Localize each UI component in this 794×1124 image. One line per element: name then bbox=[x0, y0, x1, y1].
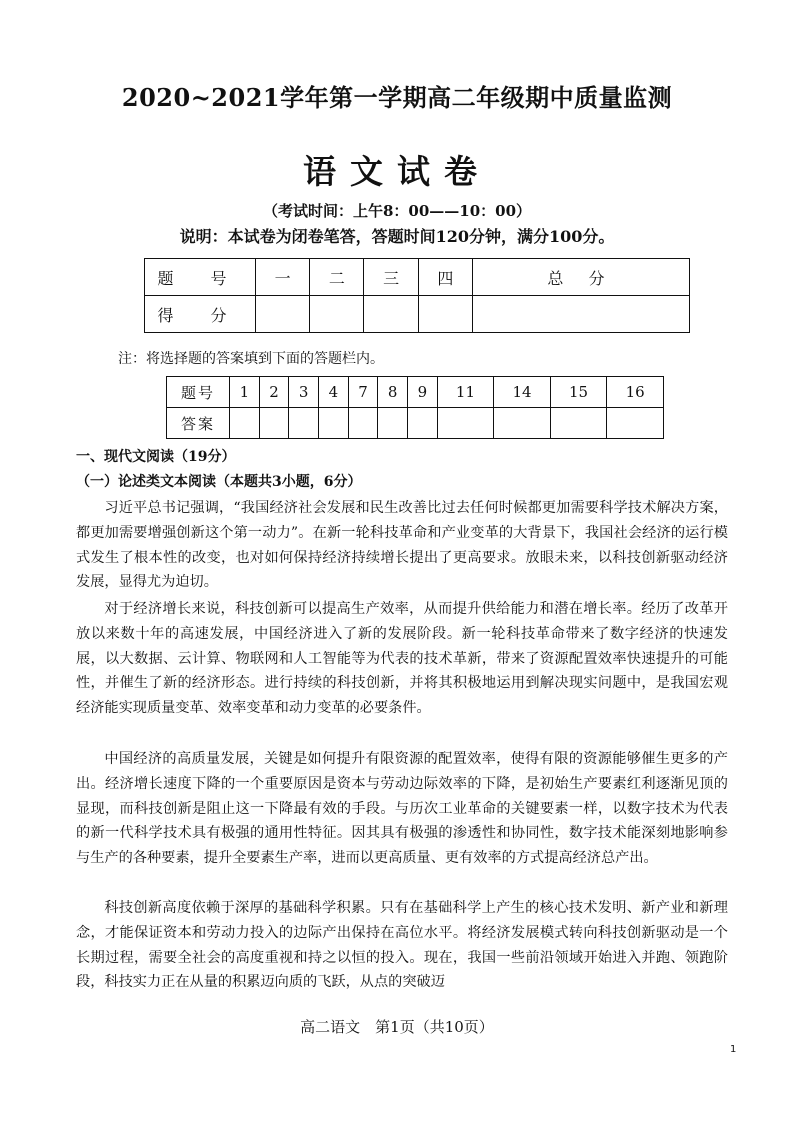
passage-paragraph-4: 科技创新高度依赖于深厚的基础科学积累。只有在基础科学上产生的核心技术发明、新产业和新理念，才能保证资本和劳动力投入的边际产出保持在高位水平。将经济发展模式转向科技创新驱动是一个长期过程，需要全社会的高度重视和持之以恒的投入。现在，我国一些前沿领域开始进入并跑、领跑阶段，科技实力正在从量的积累迈向质的飞跃，从点的突破迈 bbox=[76, 900, 728, 991]
score-header-total: 总 分 bbox=[472, 259, 689, 296]
score-cell[interactable] bbox=[418, 296, 472, 333]
answer-cell[interactable] bbox=[550, 408, 607, 439]
answer-cell[interactable] bbox=[437, 408, 494, 439]
answer-table-answer-row bbox=[167, 408, 664, 439]
answer-cell[interactable] bbox=[378, 408, 408, 439]
answer-row-label: 答案 bbox=[167, 408, 230, 439]
score-header-part2: 二 bbox=[310, 259, 364, 296]
page-number: 1 bbox=[730, 1044, 737, 1055]
question-number: 15 bbox=[550, 377, 607, 408]
section-heading: 一、现代文阅读（19分） bbox=[76, 449, 236, 465]
passage-paragraph-2: 对于经济增长来说，科技创新可以提高生产效率，从而提升供给能力和潜在增长率。经历了改革开放以来数十年的高速发展，中国经济进入了新的发展阶段。新一轮科技革命带来了数字经济的快速发展，以大数据、云计算、物联网和人工智能等为代表的技术革新，带来了资源配置效率快速提升的可能性，并催生了新的经济形态。进行持续的科技创新，并将其积极地运用到解决现实问题中，是我国宏观经济能实现质量变革、效率变革和动力变革的必要条件。 bbox=[76, 601, 728, 717]
question-number: 8 bbox=[378, 377, 408, 408]
answer-table bbox=[166, 376, 664, 439]
question-number: 16 bbox=[607, 377, 664, 408]
question-number: 14 bbox=[494, 377, 551, 408]
answer-cell[interactable] bbox=[259, 408, 289, 439]
answer-table-number-row bbox=[167, 377, 664, 408]
question-number: 1 bbox=[230, 377, 260, 408]
answer-cell[interactable] bbox=[494, 408, 551, 439]
subsection-heading: （一）论述类文本阅读（本题共3小题，6分） bbox=[76, 474, 362, 490]
question-number: 4 bbox=[319, 377, 349, 408]
score-row-label: 得 分 bbox=[145, 296, 256, 333]
answer-cell[interactable] bbox=[348, 408, 378, 439]
exam-time: （考试时间：上午8：00——10：00） bbox=[262, 202, 532, 220]
score-header-part4: 四 bbox=[418, 259, 472, 296]
page-footer: 高二语文 第1页（共10页） bbox=[300, 1018, 494, 1036]
passage-paragraph-3: 中国经济的高质量发展，关键是如何提升有限资源的配置效率，使得有限的资源能够催生更多的产出。经济增长速度下降的一个重要原因是资本与劳动边际效率的下降，是初始生产要素红利逐渐见顶的显现，而科技创新是阻止这一下降最有效的手段。与历次工业革命的关键要素一样，以数字技术为代表的新一代科学技术具有极强的通用性特征。因其具有极强的渗透性和协同性，数字技术能深刻地影响参与生产的各种要素，提升全要素生产率，进而以更高质量、更有效率的方式提高经济总产出。 bbox=[76, 751, 728, 867]
question-number: 3 bbox=[289, 377, 319, 408]
score-table-header-row bbox=[145, 259, 690, 296]
exam-instructions: 说明：本试卷为闭卷笔答，答题时间120分钟，满分100分。 bbox=[179, 227, 615, 246]
subject-title: 语文试卷 bbox=[303, 152, 491, 191]
score-header-label: 题 号 bbox=[145, 259, 256, 296]
score-cell[interactable] bbox=[472, 296, 689, 333]
answer-note: 注：将选择题的答案填到下面的答题栏内。 bbox=[118, 351, 384, 367]
score-cell[interactable] bbox=[364, 296, 418, 333]
passage-paragraph-1: 习近平总书记强调，“我国经济社会发展和民生改善比过去任何时候都更加需要科学技术解决方案，都更加需要增强创新这个第一动力”。在新一轮科技革命和产业变革的大背景下，我国社会经济的运行模式发生了根本性的改变，也对如何保持经济持续增长提出了更高要求。放眼未来，以科技创新驱动经济发展，显得尤为迫切。 bbox=[76, 500, 728, 591]
answer-cell[interactable] bbox=[319, 408, 349, 439]
score-header-part3: 三 bbox=[364, 259, 418, 296]
question-number: 2 bbox=[259, 377, 289, 408]
question-number: 7 bbox=[348, 377, 378, 408]
answer-cell[interactable] bbox=[607, 408, 664, 439]
answer-cell[interactable] bbox=[230, 408, 260, 439]
score-table bbox=[144, 258, 690, 333]
question-number: 9 bbox=[408, 377, 438, 408]
question-number: 11 bbox=[437, 377, 494, 408]
score-cell[interactable] bbox=[256, 296, 310, 333]
exam-title: 2020~2021学年第一学期高二年级期中质量监测 bbox=[121, 83, 673, 112]
score-cell[interactable] bbox=[310, 296, 364, 333]
score-table-score-row bbox=[145, 296, 690, 333]
answer-cell[interactable] bbox=[289, 408, 319, 439]
answer-cell[interactable] bbox=[408, 408, 438, 439]
answer-question-label: 题号 bbox=[167, 377, 230, 408]
score-header-part1: 一 bbox=[256, 259, 310, 296]
